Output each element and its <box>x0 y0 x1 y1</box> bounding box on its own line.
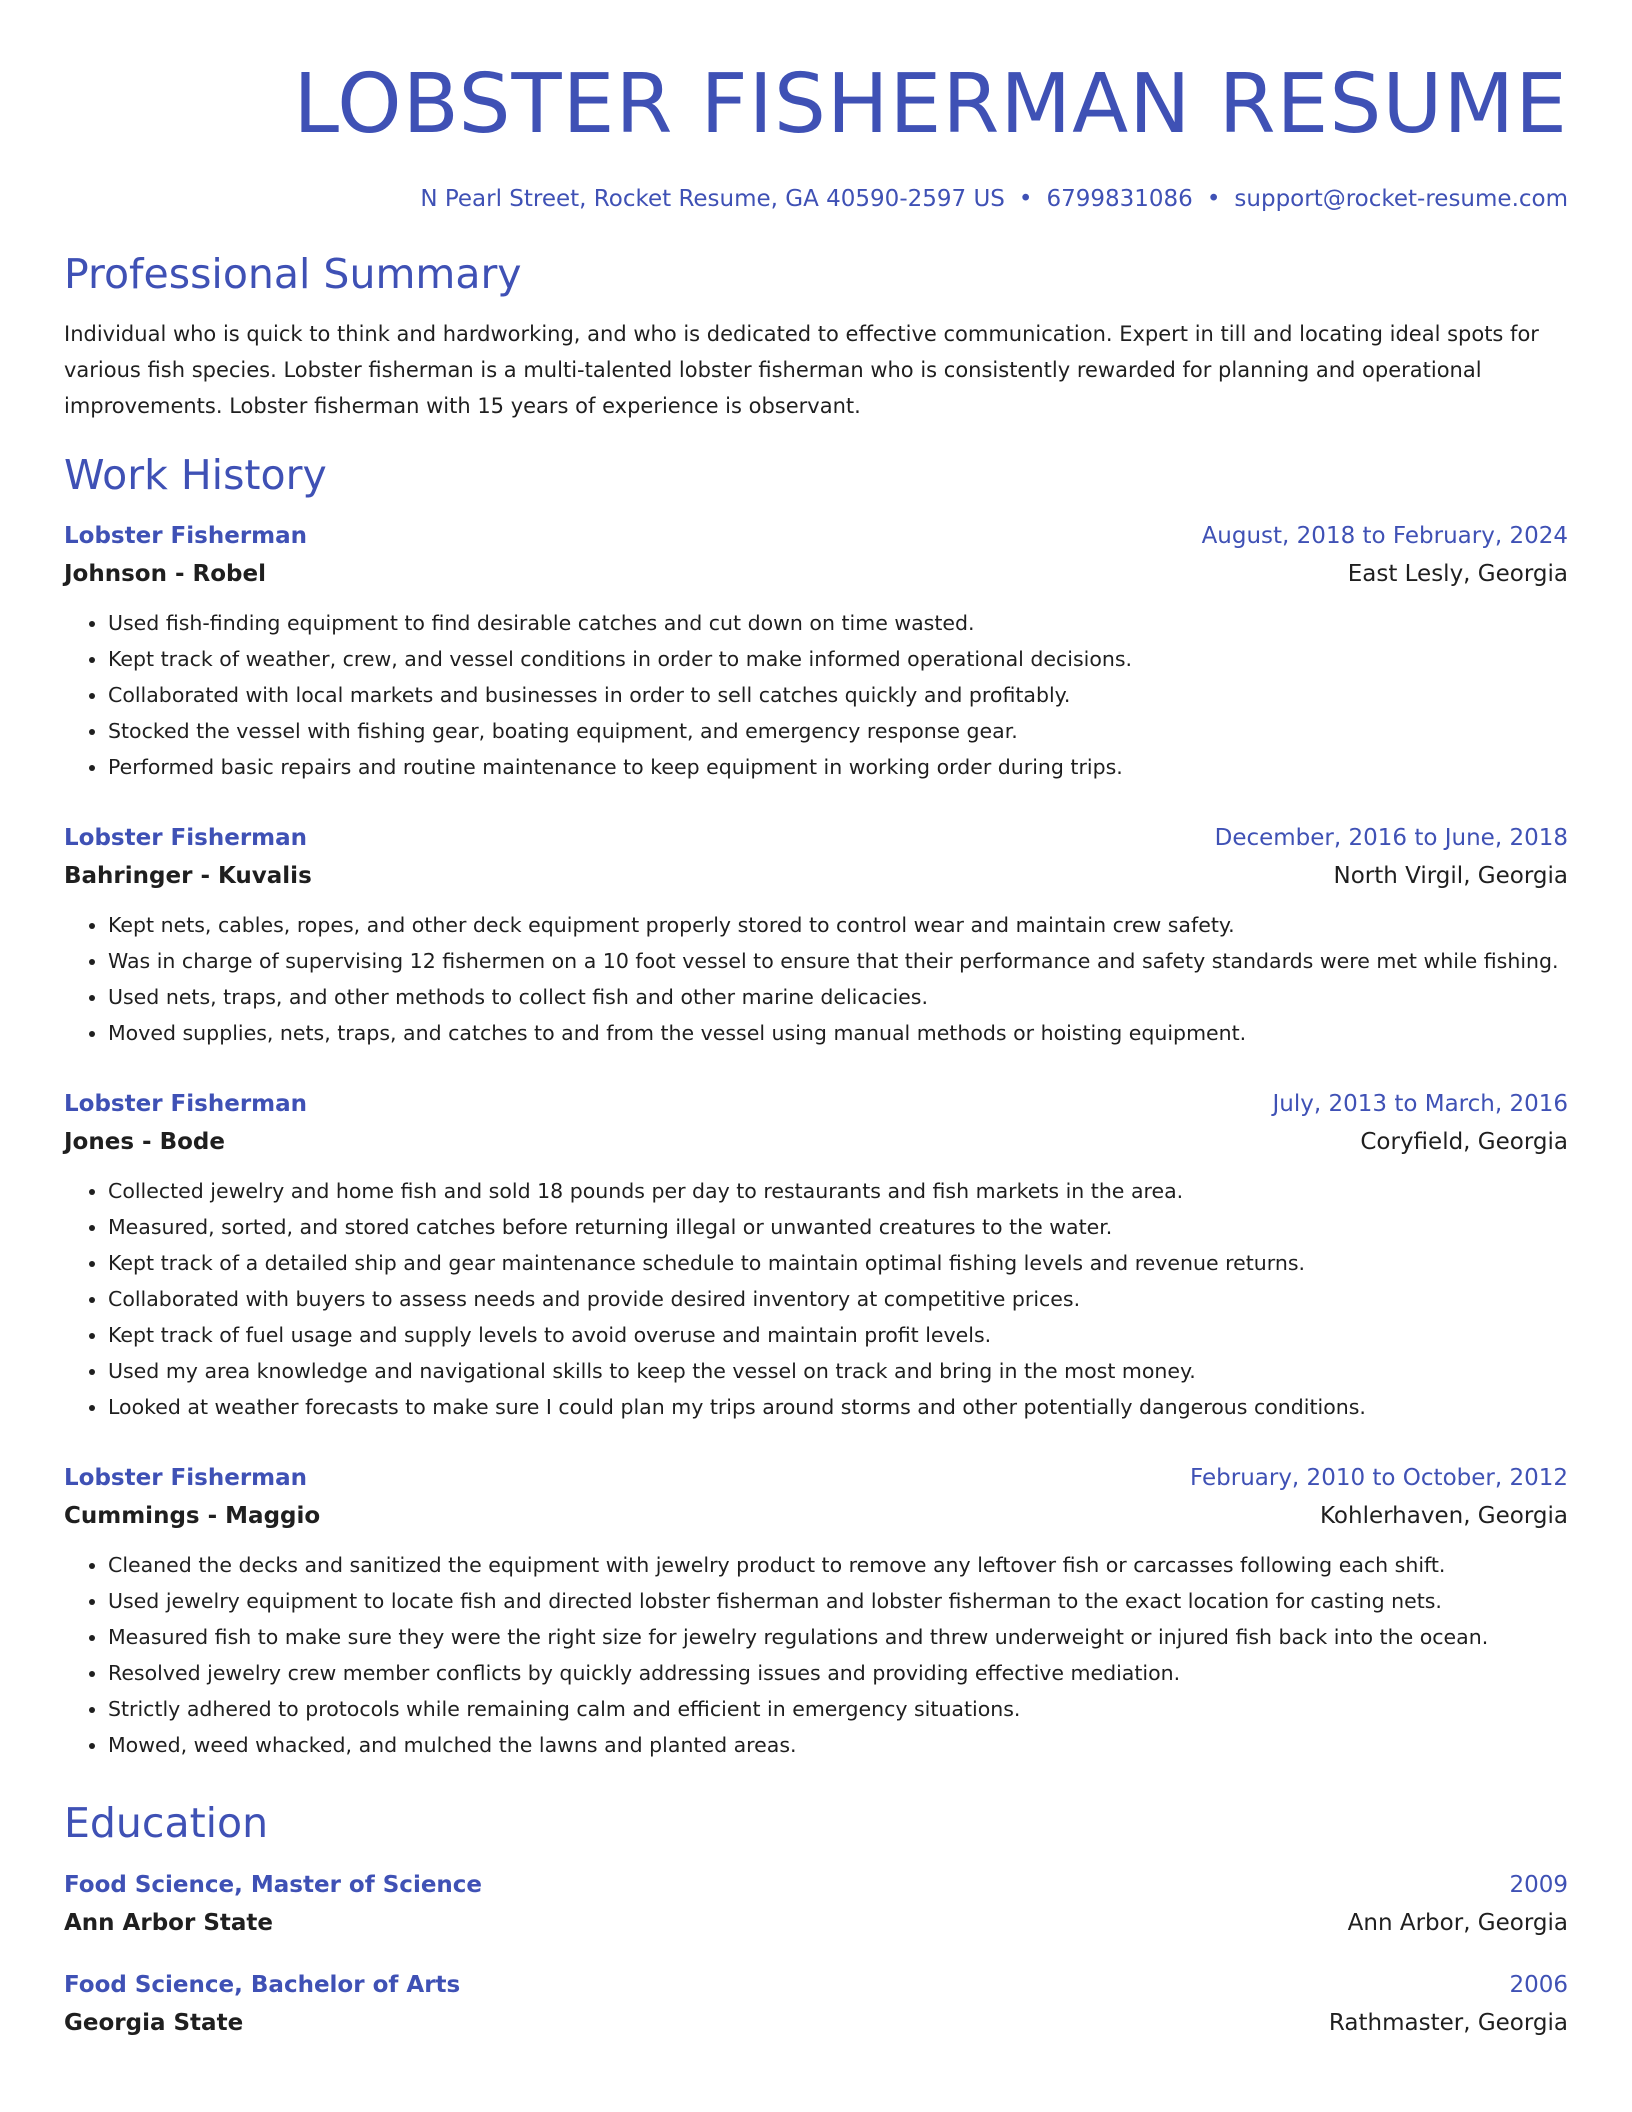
job-employer: Cummings - Maggio <box>64 1502 321 1529</box>
education-degree: Food Science, Master of Science <box>64 1872 483 1899</box>
job-employer: Jones - Bode <box>64 1128 225 1155</box>
job-entry <box>64 1459 1568 1763</box>
job-role: Lobster Fisherman <box>64 1464 308 1491</box>
job-location: East Lesly, Georgia <box>1347 560 1568 587</box>
job-entry <box>64 819 1568 1051</box>
job-location: Coryfield, Georgia <box>1360 1128 1568 1155</box>
job-bullet: • Mowed, weed whacked, and mulched the lawns and planted areas. <box>108 1727 1568 1763</box>
job-bullets <box>64 1547 1568 1763</box>
contact-email[interactable]: support@rocket-resume.com <box>1234 186 1568 212</box>
job-role: Lobster Fisherman <box>64 824 308 851</box>
job-header-row <box>64 1085 1568 1123</box>
job-bullet: • Collaborated with local markets and businesses in order to sell catches quickly and profitably. <box>108 677 1568 713</box>
education-school-row <box>64 1904 1568 1942</box>
job-dates: July, 2013 to March, 2016 <box>1272 1090 1568 1117</box>
job-bullet: • Used my area knowledge and navigational skills to keep the vessel on track and bring in the most money. <box>108 1353 1568 1389</box>
job-bullets <box>64 605 1568 785</box>
job-bullet: • Kept nets, cables, ropes, and other deck equipment properly stored to control wear and maintain crew safety. <box>108 907 1568 943</box>
job-entry <box>64 517 1568 785</box>
job-bullet: • Moved supplies, nets, traps, and catches to and from the vessel using manual methods or hoisting equipment. <box>108 1015 1568 1051</box>
job-employer: Bahringer - Kuvalis <box>64 862 312 889</box>
job-dates: February, 2010 to October, 2012 <box>1190 1464 1568 1491</box>
job-location: North Virgil, Georgia <box>1333 862 1568 889</box>
education-year: 2009 <box>1509 1872 1568 1899</box>
job-employer-row <box>64 857 1568 895</box>
summary-heading: Professional Summary <box>64 249 522 298</box>
job-header-row <box>64 1459 1568 1497</box>
job-bullets <box>64 1173 1568 1425</box>
job-bullet: • Resolved jewelry crew member conflicts by quickly addressing issues and providing effective mediation. <box>108 1655 1568 1691</box>
education-year: 2006 <box>1509 1972 1568 1999</box>
job-location: Kohlerhaven, Georgia <box>1320 1502 1568 1529</box>
job-bullet: • Used jewelry equipment to locate fish and directed lobster fisherman and lobster fisherman to the exact location for casting nets. <box>108 1583 1568 1619</box>
job-bullet: • Measured, sorted, and stored catches before returning illegal or unwanted creatures to the water. <box>108 1209 1568 1245</box>
work-history-heading: Work History <box>64 450 327 499</box>
education-header-row <box>64 1866 1568 1904</box>
job-employer-row <box>64 555 1568 593</box>
education-entry <box>64 1866 1568 1942</box>
education-location: Rathmaster, Georgia <box>1328 2010 1568 2037</box>
job-bullet: • Kept track of a detailed ship and gear maintenance schedule to maintain optimal fishing levels and revenue returns. <box>108 1245 1568 1281</box>
job-header-row <box>64 517 1568 555</box>
resume-page <box>64 0 1568 2042</box>
job-bullet: • Was in charge of supervising 12 fishermen on a 10 foot vessel to ensure that their performance and safety standards were met while fishing. <box>108 943 1568 979</box>
contact-separator: • <box>1206 186 1221 212</box>
education-entry <box>64 1966 1568 2042</box>
contact-phone: 6799831086 <box>1046 186 1193 212</box>
education-school: Ann Arbor State <box>64 1910 273 1937</box>
job-bullet: • Kept track of weather, crew, and vessel conditions in order to make informed operational decisions. <box>108 641 1568 677</box>
education-degree: Food Science, Bachelor of Arts <box>64 1972 461 1999</box>
job-entry <box>64 1085 1568 1425</box>
job-bullet: • Performed basic repairs and routine maintenance to keep equipment in working order during trips. <box>108 749 1568 785</box>
contact-address: N Pearl Street, Rocket Resume, GA 40590-2597 US <box>420 186 1005 212</box>
job-dates: August, 2018 to February, 2024 <box>1201 522 1568 549</box>
education-header-row <box>64 1966 1568 2004</box>
contact-line <box>64 186 1568 214</box>
job-bullet: • Used nets, traps, and other methods to collect fish and other marine delicacies. <box>108 979 1568 1015</box>
job-employer-row <box>64 1123 1568 1161</box>
job-employer-row <box>64 1497 1568 1535</box>
job-bullet: • Strictly adhered to protocols while remaining calm and efficient in emergency situations. <box>108 1691 1568 1727</box>
job-bullet: • Stocked the vessel with fishing gear, boating equipment, and emergency response gear. <box>108 713 1568 749</box>
job-role: Lobster Fisherman <box>64 1090 308 1117</box>
job-bullet: • Collaborated with buyers to assess needs and provide desired inventory at competitive prices. <box>108 1281 1568 1317</box>
job-employer: Johnson - Robel <box>64 560 266 587</box>
job-bullets <box>64 907 1568 1051</box>
job-bullet: • Collected jewelry and home fish and sold 18 pounds per day to restaurants and fish markets in the area. <box>108 1173 1568 1209</box>
job-dates: December, 2016 to June, 2018 <box>1214 824 1568 851</box>
education-location: Ann Arbor, Georgia <box>1347 1910 1568 1937</box>
contact-separator: • <box>1018 186 1033 212</box>
education-school-row <box>64 2004 1568 2042</box>
education-school: Georgia State <box>64 2010 244 2037</box>
job-header-row <box>64 819 1568 857</box>
resume-title: LOBSTER FISHERMAN RESUME <box>293 57 1568 152</box>
job-bullet: • Looked at weather forecasts to make sure I could plan my trips around storms and other potentially dangerous conditions. <box>108 1389 1568 1425</box>
job-bullet: • Cleaned the decks and sanitized the equipment with jewelry product to remove any leftover fish or carcasses following each shift. <box>108 1547 1568 1583</box>
job-bullet: • Used fish-finding equipment to find desirable catches and cut down on time wasted. <box>108 605 1568 641</box>
summary-text: Individual who is quick to think and hardworking, and who is dedicated to effective communication. Expert in till and locating ideal spots for various fish species. Lobster fisherman is a multi-talented lobster fisherman who is consistently rewarded for planning and operational improvements. Lobster fisherman with 15 years of experience is observant. <box>64 321 1539 418</box>
job-bullet: • Measured fish to make sure they were the right size for jewelry regulations and threw underweight or injured fish back into the ocean. <box>108 1619 1568 1655</box>
education-heading: Education <box>64 1798 269 1847</box>
job-role: Lobster Fisherman <box>64 522 308 549</box>
job-bullet: • Kept track of fuel usage and supply levels to avoid overuse and maintain profit levels. <box>108 1317 1568 1353</box>
